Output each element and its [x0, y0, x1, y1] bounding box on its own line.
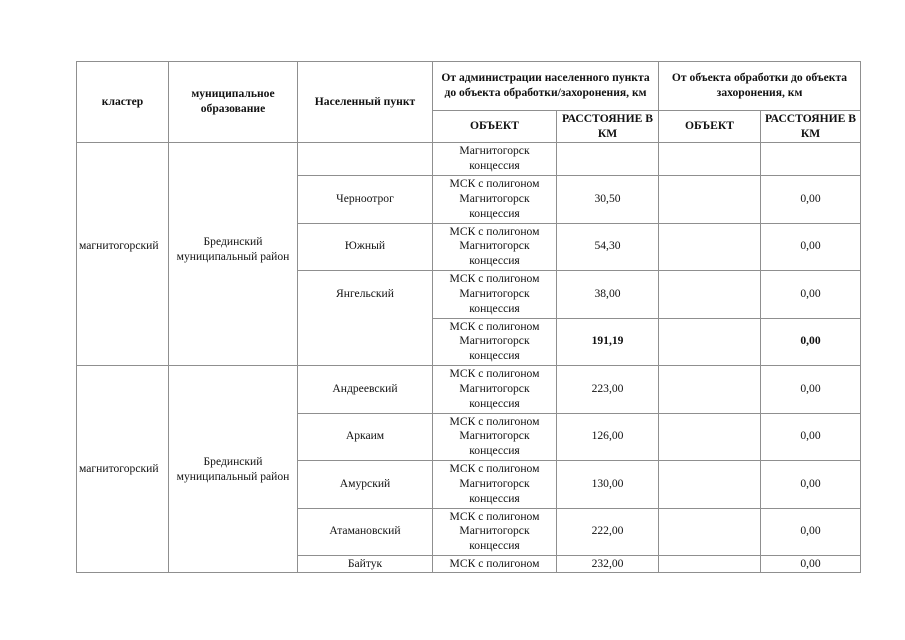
distance-cell: 223,00	[557, 366, 659, 414]
distance-cell: 130,00	[557, 461, 659, 509]
distance-cell	[557, 143, 659, 176]
header-municipality: муниципальное образование	[169, 62, 298, 143]
object-cell: МСК с полигоном Магнитогорск концессия	[433, 413, 557, 461]
settlement-cell: Черноотрог	[298, 176, 433, 224]
table-row	[77, 366, 861, 414]
settlement-cell: Янгельский	[298, 271, 433, 366]
object2-cell	[659, 176, 761, 224]
distance-cell: 54,30	[557, 223, 659, 271]
settlement-cell: Атамановский	[298, 508, 433, 556]
object2-cell	[659, 143, 761, 176]
object2-cell	[659, 508, 761, 556]
object-cell: МСК с полигоном Магнитогорск концессия	[433, 176, 557, 224]
settlement-cell	[298, 143, 433, 176]
object2-cell	[659, 318, 761, 366]
object2-cell	[659, 556, 761, 573]
header-group-from-admin: От администрации населенного пункта до объекта обработки/захоронения, км	[433, 62, 659, 111]
header-object-2: ОБЪЕКТ	[659, 111, 761, 143]
object-cell: МСК с полигоном Магнитогорск концессия	[433, 366, 557, 414]
distance-cell: 30,50	[557, 176, 659, 224]
distance2-cell: 0,00	[761, 176, 861, 224]
settlement-cell: Южный	[298, 223, 433, 271]
distance-cell: 38,00	[557, 271, 659, 319]
distance-cell: 191,19	[557, 318, 659, 366]
header-distance: РАССТОЯНИЕ В КМ	[557, 111, 659, 143]
object-cell: Магнитогорск концессия	[433, 143, 557, 176]
settlement-cell: Аркаим	[298, 413, 433, 461]
object-cell: МСК с полигоном Магнитогорск концессия	[433, 461, 557, 509]
distance-cell: 126,00	[557, 413, 659, 461]
settlement-cell: Амурский	[298, 461, 433, 509]
object2-cell	[659, 413, 761, 461]
header-distance-2: РАССТОЯНИЕ В КМ	[761, 111, 861, 143]
distance2-cell: 0,00	[761, 413, 861, 461]
object2-cell	[659, 271, 761, 319]
object2-cell	[659, 223, 761, 271]
header-settlement: Населенный пункт	[298, 62, 433, 143]
distance2-cell: 0,00	[761, 223, 861, 271]
object2-cell	[659, 461, 761, 509]
distance2-cell: 0,00	[761, 508, 861, 556]
table-row	[77, 143, 861, 176]
object-cell: МСК с полигоном Магнитогорск концессия	[433, 318, 557, 366]
distance2-cell: 0,00	[761, 556, 861, 573]
object2-cell	[659, 366, 761, 414]
distance2-cell	[761, 143, 861, 176]
object-cell: МСК с полигоном	[433, 556, 557, 573]
municipality-cell: Брединский муниципальный район	[169, 366, 298, 573]
header-object: ОБЪЕКТ	[433, 111, 557, 143]
header-group-from-facility: От объекта обработки до объекта захоронения, км	[659, 62, 861, 111]
distance2-cell: 0,00	[761, 366, 861, 414]
settlement-cell: Андреевский	[298, 366, 433, 414]
distance2-cell: 0,00	[761, 318, 861, 366]
cluster-cell: магнитогорский	[77, 143, 169, 366]
distance2-cell: 0,00	[761, 461, 861, 509]
distance-cell: 222,00	[557, 508, 659, 556]
distance-table	[76, 61, 861, 573]
object-cell: МСК с полигоном Магнитогорск концессия	[433, 508, 557, 556]
settlement-cell: Байтук	[298, 556, 433, 573]
object-cell: МСК с полигоном Магнитогорск концессия	[433, 223, 557, 271]
distance2-cell: 0,00	[761, 271, 861, 319]
cluster-cell: магнитогорский	[77, 366, 169, 573]
distance-cell: 232,00	[557, 556, 659, 573]
object-cell: МСК с полигоном Магнитогорск концессия	[433, 271, 557, 319]
header-cluster: кластер	[77, 62, 169, 143]
municipality-cell: Брединский муниципальный район	[169, 143, 298, 366]
